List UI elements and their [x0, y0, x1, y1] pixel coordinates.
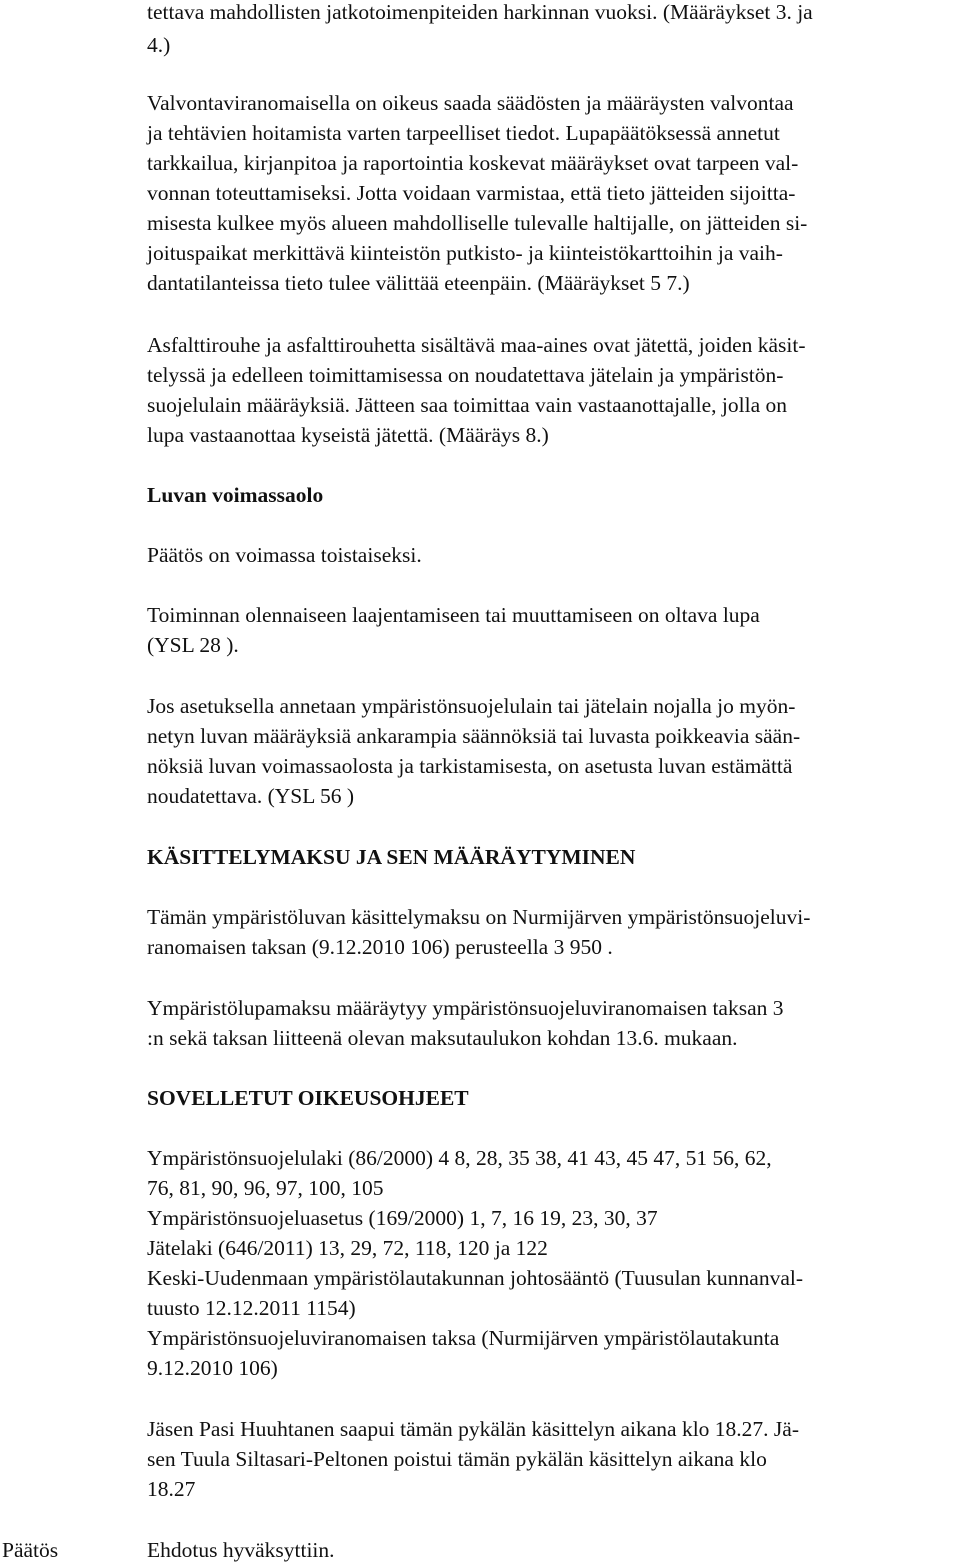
- text-line: sen Tuula Siltasari-Peltonen poistui tämän pykälän käsittelyn aikana klo: [147, 1447, 767, 1471]
- text-line: ja tehtävien hoitamista varten tarpeelliset tiedot. Lupapäätöksessä annetut: [147, 121, 780, 145]
- text-line: misesta kulkee myös alueen mahdolliselle tulevalle haltijalle, on jätteiden si-: [147, 211, 808, 235]
- text-line: Ympäristönsuojeluasetus (169/2000) 1, 7, 16 19, 23, 30, 37: [147, 1206, 658, 1230]
- text-line: Jätelaki (646/2011) 13, 29, 72, 118, 120 ja 122: [147, 1236, 548, 1260]
- text-line: noudatettava. (YSL 56 ): [147, 784, 354, 808]
- text-line: nöksiä luvan voimassaolosta ja tarkistamisesta, on asetusta luvan estämättä: [147, 754, 793, 778]
- text-line: Jäsen Pasi Huuhtanen saapui tämän pykälän käsittelyn aikana klo 18.27. Jä-: [147, 1417, 800, 1441]
- text-line: netyn luvan määräyksiä ankarampia säännöksiä tai luvasta poikkeavia sään-: [147, 724, 801, 748]
- text-line: Tämän ympäristöluvan käsittelymaksu on Nurmijärven ympäristönsuojeluvi-: [147, 905, 811, 929]
- text-line: Ympäristönsuojelulaki (86/2000) 4 8, 28, 35 38, 41 43, 45 47, 51 56, 62,: [147, 1146, 772, 1170]
- decision-text: Ehdotus hyväksyttiin.: [147, 1538, 335, 1562]
- text-line: 18.27: [147, 1477, 196, 1501]
- text-line: Päätös on voimassa toistaiseksi.: [147, 543, 422, 567]
- text-line: tarkkailua, kirjanpitoa ja raportointia koskevat määräykset ovat tarpeen val-: [147, 151, 799, 175]
- heading-permit-validity: Luvan voimassaolo: [147, 483, 324, 507]
- decision-label: Päätös: [2, 1538, 59, 1562]
- text-line: (YSL 28 ).: [147, 633, 239, 657]
- text-line: lupa vastaanottaa kyseistä jätettä. (Määräys 8.): [147, 423, 549, 447]
- text-line: vonnan toteuttamiseksi. Jotta voidaan varmistaa, että tieto jätteiden sijoitta-: [147, 181, 796, 205]
- text-line: ranomaisen taksan (9.12.2010 106) perusteella 3 950 .: [147, 935, 613, 959]
- text-line: Ympäristölupamaksu määräytyy ympäristönsuojeluviranomaisen taksan 3: [147, 996, 784, 1020]
- text-line: Jos asetuksella annetaan ympäristönsuojelulain tai jätelain nojalla jo myön-: [147, 694, 796, 718]
- text-line: Keski-Uudenmaan ympäristölautakunnan johtosääntö (Tuusulan kunnanval-: [147, 1266, 804, 1290]
- text-line: 4.): [147, 33, 171, 57]
- text-line: Toiminnan olennaiseen laajentamiseen tai muuttamiseen on oltava lupa: [147, 603, 760, 627]
- text-line: 76, 81, 90, 96, 97, 100, 105: [147, 1176, 384, 1200]
- text-line: Valvontaviranomaisella on oikeus saada säädösten ja määräysten valvontaa: [147, 91, 794, 115]
- text-line: Asfalttirouhe ja asfalttirouhetta sisältävä maa-aines ovat jätettä, joiden käsit-: [147, 333, 806, 357]
- heading-applied-law: SOVELLETUT OIKEUSOHJEET: [147, 1086, 469, 1110]
- text-line: telyssä ja edelleen toimittamisessa on noudatettava jätelain ja ympäristön-: [147, 363, 784, 387]
- heading-processing-fee: KÄSITTELYMAKSU JA SEN MÄÄRÄYTYMINEN: [147, 845, 636, 869]
- text-line: tettava mahdollisten jatkotoimenpiteiden harkinnan vuoksi. (Määräykset 3. ja: [147, 0, 813, 24]
- text-line: suojelulain määräyksiä. Jätteen saa toimittaa vain vastaanottajalle, jolla on: [147, 393, 788, 417]
- text-line: Ympäristönsuojeluviranomaisen taksa (Nurmijärven ympäristölautakunta: [147, 1326, 780, 1350]
- text-line: tuusto 12.12.2011 1154): [147, 1296, 356, 1320]
- text-line: dantatilanteissa tieto tulee välittää eteenpäin. (Määräykset 5 7.): [147, 271, 690, 295]
- text-line: :n sekä taksan liitteenä olevan maksutaulukon kohdan 13.6. mukaan.: [147, 1026, 738, 1050]
- text-line: 9.12.2010 106): [147, 1356, 278, 1380]
- text-line: joituspaikat merkittävä kiinteistön putkisto- ja kiinteistökarttoihin ja vaih-: [147, 241, 783, 265]
